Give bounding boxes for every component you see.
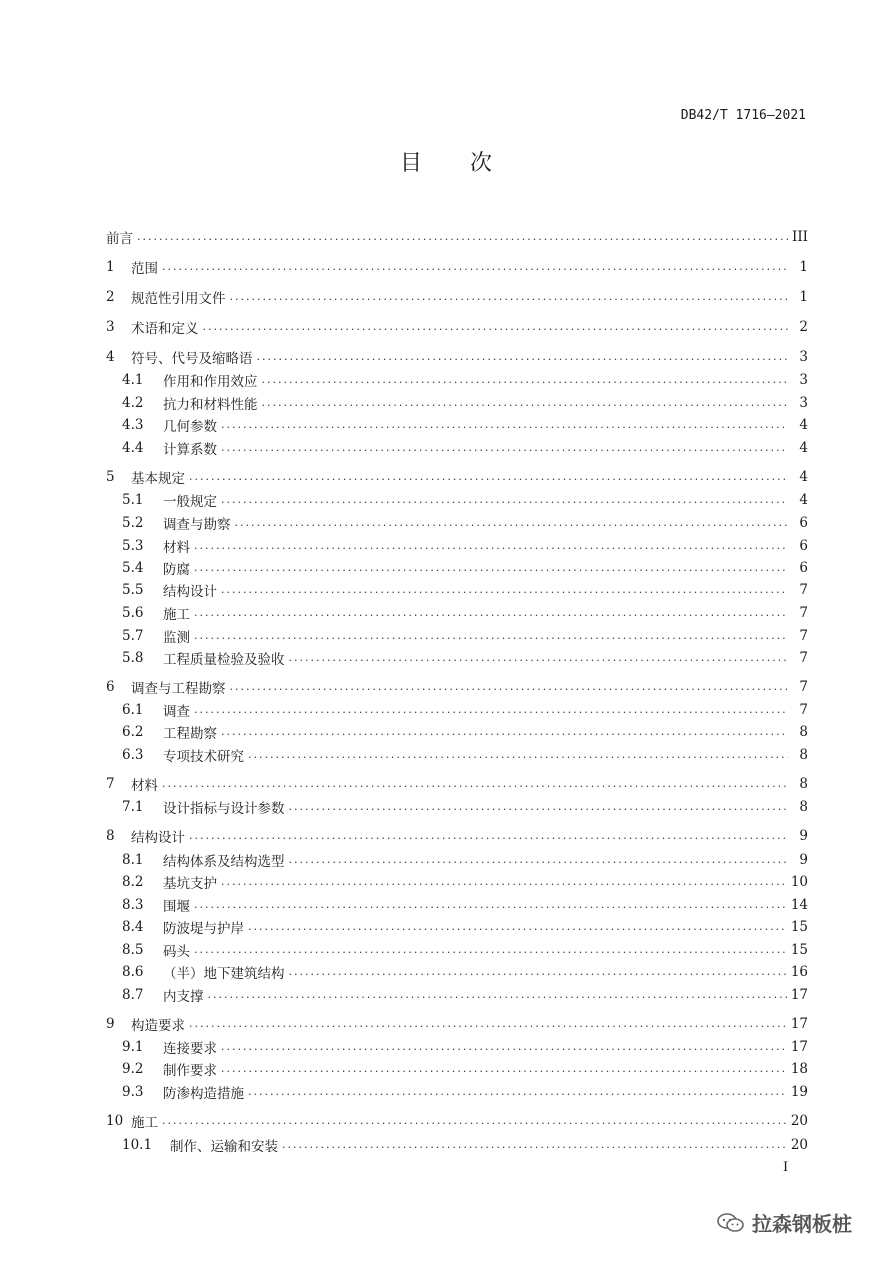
toc-entry-page: 6 (799, 538, 808, 554)
toc-entry-page: 14 (790, 897, 808, 913)
toc-entry-label: 材料 (163, 540, 190, 556)
toc-entry-number: 4.3 (122, 417, 144, 433)
toc-leader-dots (221, 440, 788, 456)
toc-entry-label: 内支撑 (163, 989, 204, 1005)
toc-leader-dots (189, 469, 788, 485)
toc-entry-number: 5.2 (122, 515, 144, 531)
toc-entry (106, 535, 808, 557)
toc-leader-dots (137, 229, 788, 245)
toc-leader-dots (289, 650, 789, 666)
toc-entry-label: 制作、运输和安装 (170, 1139, 278, 1155)
toc-entry-label: 计算系数 (163, 442, 217, 458)
toc-entry (106, 676, 808, 698)
toc-entry (106, 466, 808, 488)
toc-entry (106, 647, 808, 669)
toc-entry (106, 1058, 808, 1080)
toc-leader-dots (257, 349, 789, 365)
toc-entry-label: 规范性引用文件 (131, 291, 226, 307)
toc-entry-number: 7.1 (122, 799, 144, 815)
toc-entry-number: 6 (106, 679, 115, 695)
toc-leader-dots (248, 919, 787, 935)
wechat-icon (716, 1212, 746, 1234)
toc-entry-number: 4.1 (122, 372, 144, 388)
toc-leader-dots (230, 679, 789, 695)
toc-entry-number: 8.7 (122, 987, 144, 1003)
toc-entry-number: 5 (106, 469, 115, 485)
toc-entry-label: 术语和定义 (131, 321, 199, 337)
toc-entry-number: 5.7 (122, 628, 144, 644)
toc-leader-dots (194, 628, 788, 644)
toc-leader-dots (262, 395, 789, 411)
toc-entry (106, 557, 808, 579)
toc-leader-dots (221, 1039, 787, 1055)
toc-entry-number: 7 (106, 776, 115, 792)
toc-entry-page: 17 (790, 1016, 808, 1032)
toc-entry (106, 796, 808, 818)
toc-entry (106, 773, 808, 795)
toc-entry-page: 20 (790, 1113, 808, 1129)
toc-leader-dots (194, 897, 787, 913)
toc-entry-page: 3 (799, 372, 808, 388)
toc-entry-page: 7 (799, 650, 808, 666)
toc-leader-dots (194, 942, 787, 958)
toc-entry-page: 16 (790, 964, 808, 980)
toc-leader-dots (282, 1137, 787, 1153)
toc-leader-dots (221, 582, 788, 598)
toc-leader-dots (289, 852, 789, 868)
toc-entry (106, 256, 808, 278)
toc-entry-label: 码头 (163, 944, 190, 960)
toc-entry-page: III (792, 229, 808, 245)
toc-entry-number: 5.4 (122, 560, 144, 576)
toc-entry (106, 961, 808, 983)
toc-entry-page: 7 (799, 679, 808, 695)
toc-entry-page: 15 (790, 919, 808, 935)
toc-entry-label: 范围 (131, 261, 158, 277)
toc-entry-label: 设计指标与设计参数 (163, 801, 285, 817)
toc-entry-page: 1 (799, 259, 808, 275)
toc-entry-label: 防波堤与护岸 (163, 921, 244, 937)
toc-entry-number: 8.4 (122, 919, 144, 935)
toc-entry-label: 调查与勘察 (163, 517, 231, 533)
toc-entry (106, 1013, 808, 1035)
toc-leader-dots (221, 724, 788, 740)
toc-entry-number: 9.1 (122, 1039, 144, 1055)
toc-entry-page: 18 (790, 1061, 808, 1077)
toc-entry-number: 5.3 (122, 538, 144, 554)
toc-entry-page: 8 (799, 799, 808, 815)
toc-entry-number: 8.5 (122, 942, 144, 958)
toc-entry-page: 9 (799, 852, 808, 868)
watermark (716, 1208, 852, 1237)
toc-entry-label: 防渗构造措施 (163, 1086, 244, 1102)
page-number: I (783, 1160, 789, 1175)
toc-entry-page: 3 (799, 349, 808, 365)
toc-leader-dots (194, 702, 788, 718)
toc-leader-dots (221, 417, 788, 433)
toc-entry-page: 19 (790, 1084, 808, 1100)
toc-leader-dots (221, 874, 787, 890)
toc-leader-dots (189, 828, 788, 844)
toc-entry-page: 1 (799, 289, 808, 305)
toc-entry-page: 8 (799, 747, 808, 763)
toc-entry-label: 一般规定 (163, 494, 217, 510)
toc-entry (106, 871, 808, 893)
toc-entry-page: 4 (799, 440, 808, 456)
toc-entry (106, 437, 808, 459)
toc-entry-label: 调查与工程勘察 (131, 681, 226, 697)
toc-entry (106, 489, 808, 511)
toc-entry-label: 结构设计 (131, 830, 185, 846)
toc-entry (106, 894, 808, 916)
toc-entry (106, 916, 808, 938)
toc-entry (106, 699, 808, 721)
toc-entry-page: 7 (799, 628, 808, 644)
toc-entry-number: 2 (106, 289, 115, 305)
toc-entry-page: 2 (799, 319, 808, 335)
toc-entry-number: 4 (106, 349, 115, 365)
toc-entry-label: 材料 (131, 778, 158, 794)
toc-leader-dots (194, 605, 788, 621)
toc-entry-label: 基本规定 (131, 471, 185, 487)
toc-entry-page: 4 (799, 417, 808, 433)
toc-entry-label: 构造要求 (131, 1018, 185, 1034)
toc-entry (106, 286, 808, 308)
toc-entry-label: 连接要求 (163, 1041, 217, 1057)
toc-leader-dots (221, 492, 788, 508)
toc-entry (106, 825, 808, 847)
toc-leader-dots (235, 515, 789, 531)
toc-entry-page: 7 (799, 702, 808, 718)
toc-entry-number: 1 (106, 259, 115, 275)
toc-entry (106, 226, 808, 248)
toc-entry-number: 3 (106, 319, 115, 335)
toc-entry-number: 10.1 (122, 1137, 153, 1153)
toc-entry (106, 316, 808, 338)
toc-entry-label: 结构设计 (163, 584, 217, 600)
toc-entry-label: （半）地下建筑结构 (163, 966, 285, 982)
toc-entry (106, 721, 808, 743)
toc-entry (106, 1081, 808, 1103)
toc-entry-page: 4 (799, 492, 808, 508)
toc-entry-number: 8.2 (122, 874, 144, 890)
toc-entry-label: 结构体系及结构选型 (163, 854, 285, 870)
toc-entry-page: 6 (799, 560, 808, 576)
toc-entry-label: 几何参数 (163, 419, 217, 435)
toc-leader-dots (194, 560, 788, 576)
toc-leader-dots (162, 776, 788, 792)
toc-entry-page: 7 (799, 605, 808, 621)
toc-entry-label: 调查 (163, 704, 190, 720)
toc-entry-number: 9 (106, 1016, 115, 1032)
watermark-text: 拉森钢板桩 (752, 1212, 852, 1236)
toc-entry-label: 抗力和材料性能 (163, 397, 258, 413)
toc-entry-number: 10 (106, 1113, 124, 1129)
toc-entry-page: 9 (799, 828, 808, 844)
toc-entry-page: 7 (799, 582, 808, 598)
toc-entry-page: 6 (799, 515, 808, 531)
toc-entry-label: 工程质量检验及验收 (163, 652, 285, 668)
toc-entry-page: 8 (799, 776, 808, 792)
toc-entry-number: 5.1 (122, 492, 144, 508)
title-char-1: 目 (399, 151, 422, 176)
toc-entry (106, 984, 808, 1006)
toc-entry-number: 5.5 (122, 582, 144, 598)
toc-entry-label: 围堰 (163, 899, 190, 915)
page-title (0, 146, 892, 177)
toc-entry (106, 939, 808, 961)
title-char-2: 次 (470, 151, 493, 176)
toc-entry-number: 8.6 (122, 964, 144, 980)
toc-entry-label: 基坑支护 (163, 876, 217, 892)
toc-entry-number: 4.4 (122, 440, 144, 456)
toc-entry-number: 5.6 (122, 605, 144, 621)
toc-entry-page: 15 (790, 942, 808, 958)
toc-entry-label: 施工 (131, 1115, 158, 1131)
toc-entry-number: 8.1 (122, 852, 144, 868)
toc-entry (106, 512, 808, 534)
toc-leader-dots (162, 259, 788, 275)
toc-entry (106, 1134, 808, 1156)
toc-entry (106, 744, 808, 766)
toc-leader-dots (248, 747, 788, 763)
toc-entry-label: 制作要求 (163, 1063, 217, 1079)
toc-entry-page: 3 (799, 395, 808, 411)
toc-entry-number: 4.2 (122, 395, 144, 411)
toc-entry-page: 10 (790, 874, 808, 890)
toc-entry-number: 9.2 (122, 1061, 144, 1077)
toc-entry (106, 346, 808, 368)
toc-entry-page: 17 (790, 987, 808, 1003)
toc-entry (106, 392, 808, 414)
toc-leader-dots (248, 1084, 787, 1100)
toc-entry (106, 849, 808, 871)
toc-entry (106, 1036, 808, 1058)
toc-leader-dots (208, 987, 787, 1003)
toc-entry (106, 602, 808, 624)
toc-entry-page: 17 (790, 1039, 808, 1055)
toc-entry-label: 作用和作用效应 (163, 374, 258, 390)
toc-entry (106, 625, 808, 647)
toc-leader-dots (262, 372, 789, 388)
toc-entry (106, 369, 808, 391)
toc-entry-number: 9.3 (122, 1084, 144, 1100)
toc-entry-page: 20 (790, 1137, 808, 1153)
toc-entry (106, 579, 808, 601)
toc-entry-label: 施工 (163, 607, 190, 623)
toc-entry (106, 1110, 808, 1132)
toc-leader-dots (189, 1016, 787, 1032)
toc-leader-dots (203, 319, 789, 335)
toc-entry-number: 6.3 (122, 747, 144, 763)
toc-entry-label: 符号、代号及缩略语 (131, 351, 253, 367)
toc-entry-page: 8 (799, 724, 808, 740)
toc-entry-label: 防腐 (163, 562, 190, 578)
toc-leader-dots (221, 1061, 787, 1077)
toc-leader-dots (162, 1113, 787, 1129)
toc-entry-number: 8 (106, 828, 115, 844)
toc-entry-label: 专项技术研究 (163, 749, 244, 765)
toc-entry-label: 监测 (163, 630, 190, 646)
toc-entry-number: 6.1 (122, 702, 144, 718)
toc-entry-number: 6.2 (122, 724, 144, 740)
toc-entry-number: 8.3 (122, 897, 144, 913)
toc-entry-page: 4 (799, 469, 808, 485)
toc-leader-dots (289, 799, 789, 815)
toc-entry-label: 工程勘察 (163, 726, 217, 742)
standard-code: DB42/T 1716—2021 (680, 108, 806, 123)
toc-leader-dots (230, 289, 789, 305)
toc-entry-label: 前言 (106, 231, 133, 247)
toc-entry-number: 5.8 (122, 650, 144, 666)
toc-leader-dots (289, 964, 787, 980)
toc-leader-dots (194, 538, 788, 554)
toc-entry (106, 414, 808, 436)
